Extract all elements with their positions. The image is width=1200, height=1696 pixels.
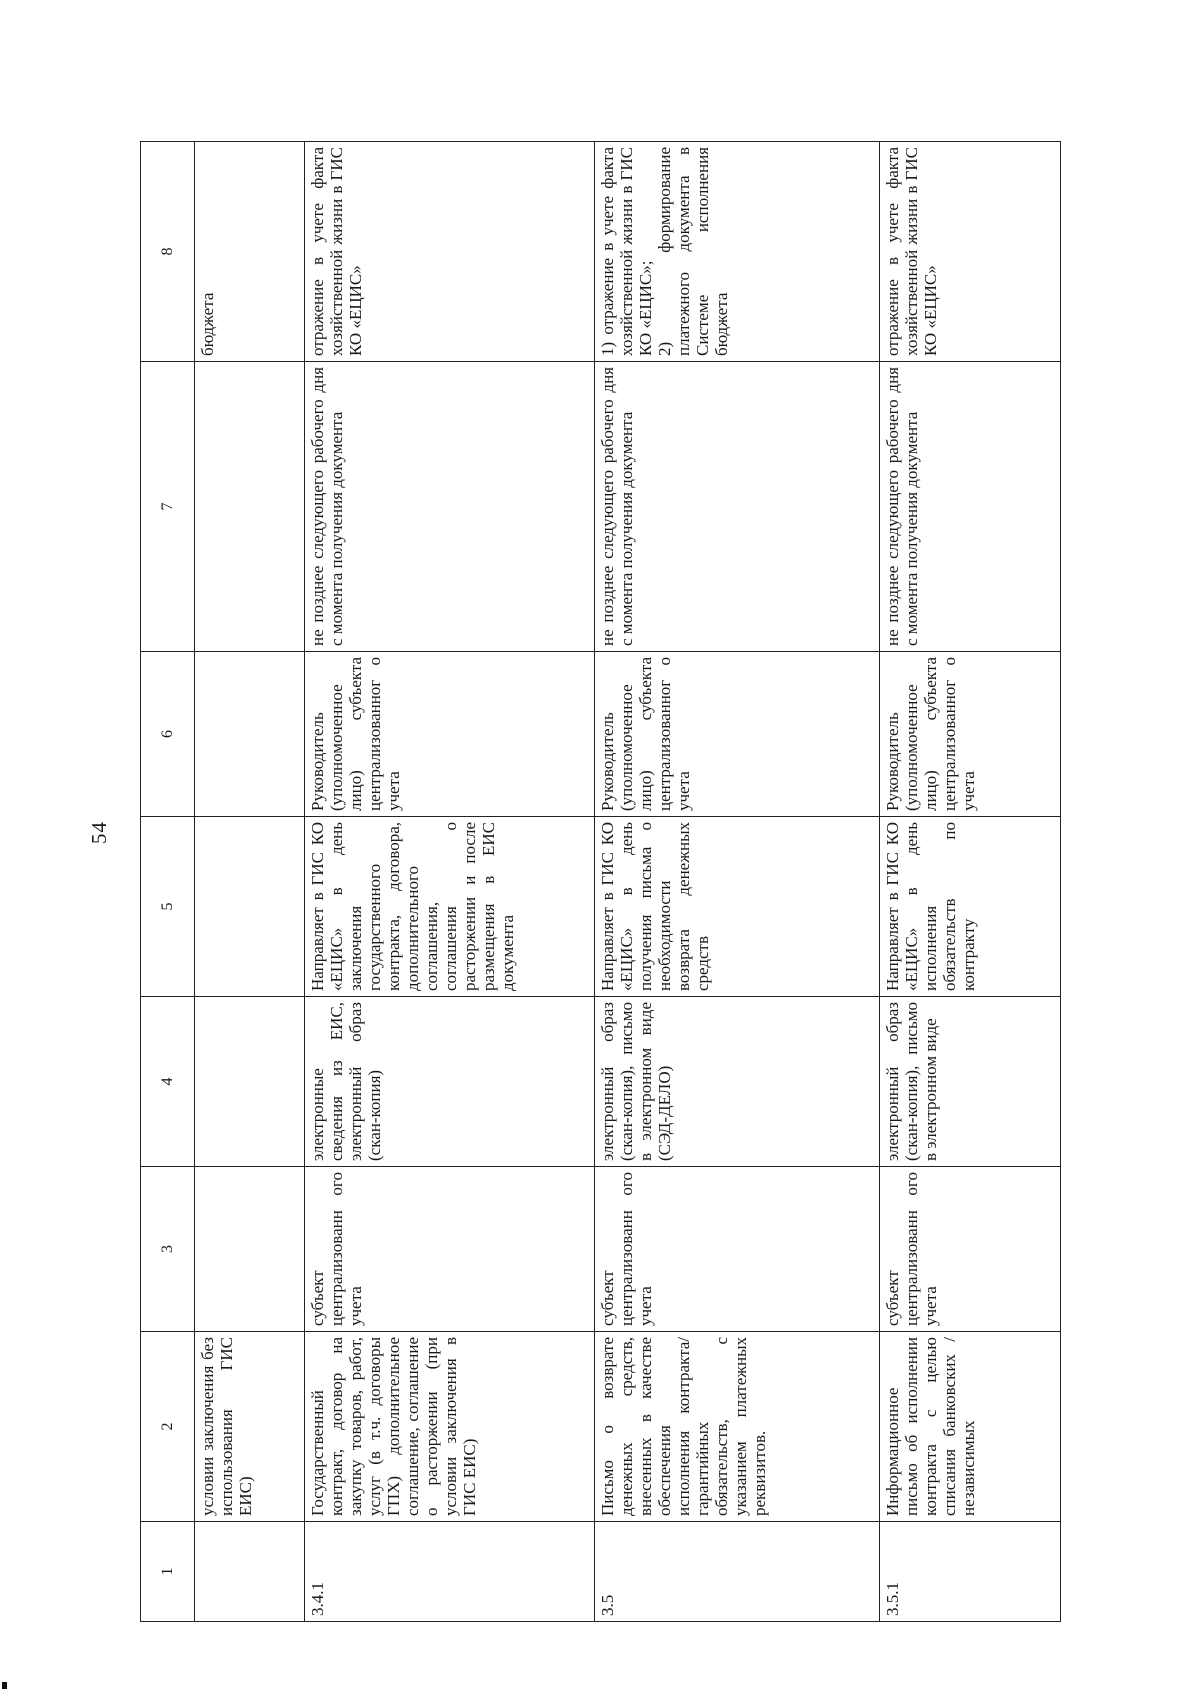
document-form-cell	[195, 997, 305, 1167]
submission-procedure-cell: Направляет в ГИС КО «ЕЦИС» в день исполнения обязательств по контракту	[880, 817, 1061, 997]
result-cell: отражение в учете факта хозяйственной жизни в ГИС КО «ЕЦИС»	[880, 142, 1061, 362]
deadline-cell: не позднее следующего рабочего дня с момента получения документа	[595, 362, 880, 652]
table-header-row	[141, 142, 195, 1622]
responsible-party-cell: субъект централизованн ого учета	[305, 1167, 595, 1332]
column-number-7: 7	[141, 362, 195, 652]
submission-procedure-cell	[195, 817, 305, 997]
table-row	[595, 142, 880, 1622]
document-form-cell: электронные сведения из ЕИС, электронный образ (скан-копия)	[305, 997, 595, 1167]
scan-margin-mark	[2, 1682, 7, 1689]
row-number-cell: 3.5.1	[880, 1522, 1061, 1622]
column-number-1: 1	[141, 1522, 195, 1622]
column-number-8: 8	[141, 142, 195, 362]
signatory-cell: Руководитель (уполномоченное лицо) субъекта централизованног о учета	[595, 652, 880, 817]
signatory-cell: Руководитель (уполномоченное лицо) субъекта централизованног о учета	[305, 652, 595, 817]
responsible-party-cell	[195, 1167, 305, 1332]
row-number-cell: 3.5	[595, 1522, 880, 1622]
responsible-party-cell: субъект централизованн ого учета	[595, 1167, 880, 1332]
submission-procedure-cell: Направляет в ГИС КО «ЕЦИС» в день получения письма о необходимости возврата денежных средств	[595, 817, 880, 997]
row-number-cell: 3.4.1	[305, 1522, 595, 1622]
column-number-2: 2	[141, 1332, 195, 1522]
document-table	[140, 141, 1061, 1622]
column-number-5: 5	[141, 817, 195, 997]
rotated-table-container	[140, 142, 1060, 1622]
document-name-cell: условии заключения без использования ГИС ЕИС)	[195, 1332, 305, 1522]
table-row	[880, 142, 1061, 1622]
submission-procedure-cell: Направляет в ГИС КО «ЕЦИС» в день заключения государственного контракта, договора, дополнительного соглашения, соглашения о расторжении и после размещения в ЕИС документа	[305, 817, 595, 997]
document-name-cell: Информационное письмо об исполнении контракта с целью списания банковских /независимых	[880, 1332, 1061, 1522]
row-number-cell	[195, 1522, 305, 1622]
document-form-cell: электронный образ (скан-копия), письмо в электронном виде	[880, 997, 1061, 1167]
result-cell: 1) отражение в учете факта хозяйственной жизни в ГИС КО «ЕЦИС»; 2) формирование платежного документа в Системе исполнения бюджета	[595, 142, 880, 362]
deadline-cell: не позднее следующего рабочего дня с момента получения документа	[880, 362, 1061, 652]
document-name-cell: Государственный контракт, договор на закупку товаров, работ, услуг (в т.ч. договоры ГПХ) дополнительное соглашение, соглашение о расторжении (при условии заключения в ГИС ЕИС)	[305, 1332, 595, 1522]
responsible-party-cell: субъект централизованн ого учета	[880, 1167, 1061, 1332]
document-form-cell: электронный образ (скан-копия), письмо в электронном виде (СЭД-ДЕЛО)	[595, 997, 880, 1167]
deadline-cell: не позднее следующего рабочего дня с момента получения документа	[305, 362, 595, 652]
signatory-cell: Руководитель (уполномоченное лицо) субъекта централизованног о учета	[880, 652, 1061, 817]
deadline-cell	[195, 362, 305, 652]
result-cell: отражение в учете факта хозяйственной жизни в ГИС КО «ЕЦИС»	[305, 142, 595, 362]
table-row	[305, 142, 595, 1622]
table-row	[195, 142, 305, 1622]
column-number-6: 6	[141, 652, 195, 817]
result-cell: бюджета	[195, 142, 305, 362]
document-name-cell: Письмо о возврате денежных средств, внесенных в качестве обеспечения исполнения контракта/ гарантийных обязательств, с указанием платежных реквизитов.	[595, 1332, 880, 1522]
signatory-cell	[195, 652, 305, 817]
column-number-4: 4	[141, 997, 195, 1167]
page-number: 54	[87, 821, 111, 844]
column-number-3: 3	[141, 1167, 195, 1332]
